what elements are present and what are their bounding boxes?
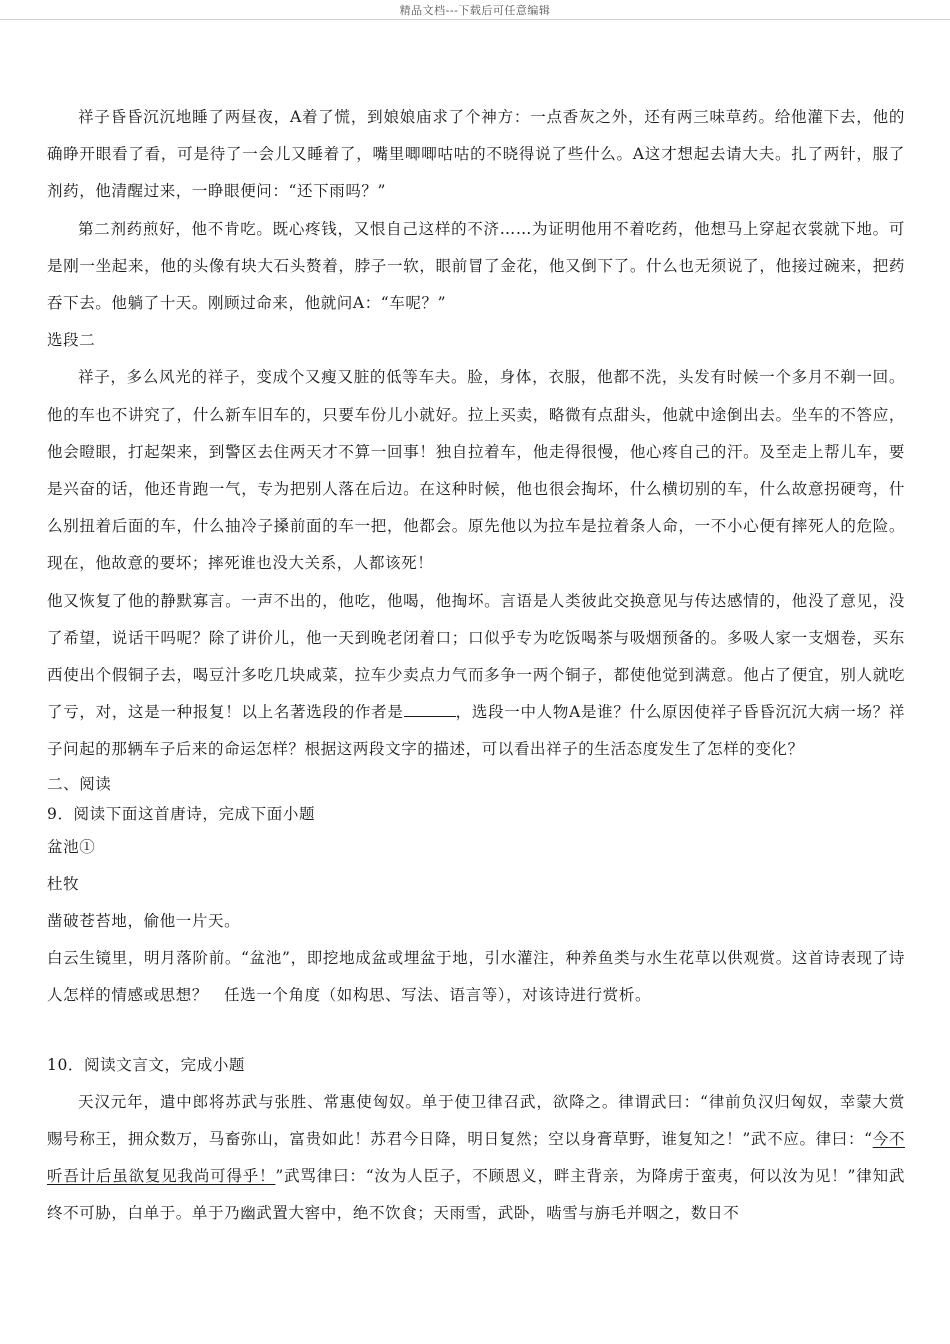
passage2-paragraph1: 祥子，多么风光的祥子，变成个又瘦又脏的低等车夫。脸，身体，衣服，他都不洗，头发有时候一个多月不剃一回。他的车也不讲究了，什么新车旧车的，只要车份儿小就好。拉上买卖，略微有点甜头，他就中途倒出去。坐车的不答应，他会瞪眼，打起架来，到警区去住两天才不算一回事！独自拉着车，他走得很慢，他心疼自己的汗。及至走上帮儿车，要是兴奋的话，他还肯跑一气，专为把别人落在后边。在这种时候，他也很会掏坏，什么横切别的车，什么故意拐硬弯，什么别扭着后面的车，什么抽冷子搡前面的车一把，他都会。原先他以为拉车是拉着条人命，一不小心便有摔死人的危险。现在，他故意的要坏；摔死谁也没大关系，人都该死！ [47, 368, 905, 573]
passage1-paragraph2: 第二剂药煎好，他不肯吃。既心疼钱，又恨自己这样的不济……为证明他用不着吃药，他想马上穿起衣裳就下地。可是刚一坐起来，他的头像有块大石头赘着，脖子一软，眼前冒了金花，他又倒下了。什么也无须说了，他接过碗来，把药吞下去。他躺了十天。刚顾过命来，他就问A：“车呢？” [47, 219, 905, 313]
passage2-questions: ，选段一中人物A是谁？什么原因使祥子昏昏沉沉大病一场？祥子问起的那辆车子后来的命运怎样？根据这两段文字的描述，可以看出祥子的生活态度发生了怎样的变化？ [47, 703, 906, 759]
header-divider [0, 19, 950, 20]
q10-passage [47, 1084, 905, 1233]
part2-heading: 二、阅读 [47, 774, 112, 793]
q10-underlined-sentence: 今不听吾计后虽欲复见我尚可得乎！ [47, 1130, 905, 1186]
section-gap [47, 1015, 905, 1047]
poem-line2-and-note: 白云生镜里，明月落阶前。“盆池”，即挖地成盆或埋盆于地，引水灌注，种养鱼类与水生花草以供观赏。这首诗表现了诗人怎样的情感或思想？ 任选一个角度（如构思、写法、语言等），对该诗进行赏析。 [47, 949, 905, 1005]
poem-title: 盆池① [47, 837, 96, 856]
passage1-paragraph1: 祥子昏昏沉沉地睡了两昼夜，A着了慌，到娘娘庙求了个神方：一点香灰之外，还有两三味草药。给他灌下去，他的确睁开眼看了看，可是待了一会儿又睡着了，嘴里唧唧咕咕的不晓得说了些什么。A这才想起去请大夫。扎了两针，服了剂药，他清醒过来，一睁眼便问：“还下雨吗？” [47, 108, 905, 201]
page-header: 精品文档---下载后可任意编辑 [399, 4, 551, 17]
passage2-paragraph2 [47, 583, 905, 769]
document-body [47, 99, 905, 1233]
passage2-text: 他又恢复了他的静默寡言。一声不出的，他吃，他喝，他掏坏。言语是人类彼此交换意见与传达感情的，他没了意见，没了希望，说话干吗呢？除了讲价儿，他一天到晚老闭着口；口似乎专为吃饭喝茶与吸烟预备的。多吸人家一支烟卷，买东西使出个假铜子去，喝豆汁多吃几块咸菜，拉车少卖点力气而多争一两个铜子，都使他觉到满意。他占了便宜，别人就吃了亏，对，这是一种报复！以上名著选段的作者是 [47, 591, 905, 722]
q10-text-before: 天汉元年，遣中郎将苏武与张胜、常惠使匈奴。单于使卫律召武，欲降之。律谓武曰：“律前负汉归匈奴，幸蒙大赏赐号称王，拥众数万，马畜弥山，富贵如此！苏君今日降，明日复然；空以身膏草野，谁复知之！”武不应。律曰：“ [47, 1092, 905, 1149]
section2-label: 选段二 [47, 331, 96, 350]
poem-line1: 凿破苍苔地，偷他一片天。 [47, 912, 241, 931]
q9-prompt: 9．阅读下面这首唐诗，完成下面小题 [47, 804, 316, 823]
q10-prompt: 10．阅读文言文，完成小题 [47, 1055, 246, 1074]
q10-text-after: ”武骂律曰：“汝为人臣子，不顾恩义，畔主背亲，为降虏于蛮夷，何以汝为见！”律知武终不可胁，白单于。单于乃幽武置大窖中，绝不饮食；天雨雪，武卧，啮雪与旃毛并咽之，数日不 [47, 1167, 905, 1223]
poem-author: 杜牧 [47, 874, 80, 893]
answer-blank [404, 702, 456, 717]
